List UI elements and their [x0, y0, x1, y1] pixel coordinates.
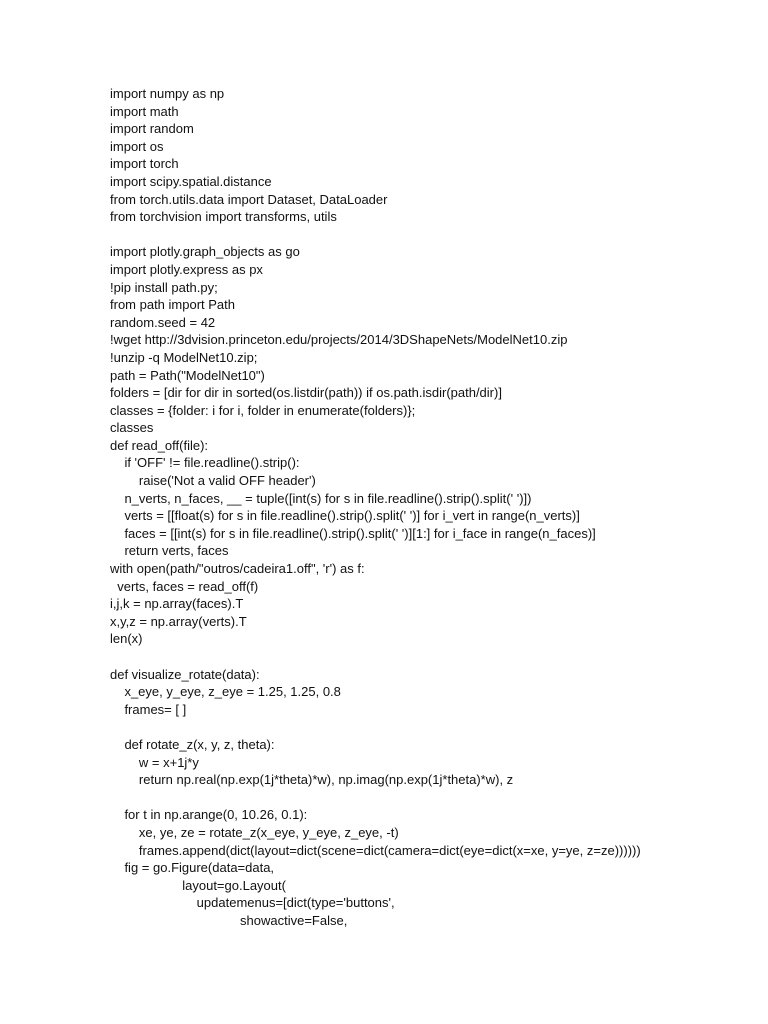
- code-line: from torch.utils.data import Dataset, DataLoader: [110, 191, 388, 207]
- code-line: import torch: [110, 156, 179, 172]
- code-line: verts = [[float(s) for s in file.readline().strip().split(' ')] for i_vert in range(n_verts)]: [110, 508, 580, 524]
- code-line: len(x): [110, 631, 143, 647]
- code-line: import scipy.spatial.distance: [110, 173, 272, 189]
- code-line: import numpy as np: [110, 86, 225, 101]
- code-line: w = x+1j*y: [110, 754, 199, 770]
- code-line: x,y,z = np.array(verts).T: [110, 613, 247, 629]
- code-line: frames.append(dict(layout=dict(scene=dict(camera=dict(eye=dict(x=xe, y=ye, z=ze)))))): [110, 842, 641, 858]
- code-line: classes: [110, 420, 154, 436]
- code-line: import plotly.express as px: [110, 261, 263, 277]
- code-line: xe, ye, ze = rotate_z(x_eye, y_eye, z_eye, -t): [110, 824, 399, 840]
- code-line: !wget http://3dvision.princeton.edu/projects/2014/3DShapeNets/ModelNet10.zip: [110, 332, 568, 348]
- code-line: !unzip -q ModelNet10.zip;: [110, 349, 258, 365]
- code-line: for t in np.arange(0, 10.26, 0.1):: [110, 807, 308, 823]
- code-line: [110, 789, 750, 807]
- code-line: def rotate_z(x, y, z, theta):: [110, 736, 275, 752]
- code-line: n_verts, n_faces, __ = tuple([int(s) for s in file.readline().strip().split(' ')]): [110, 490, 532, 506]
- code-line: from torchvision import transforms, utils: [110, 209, 337, 225]
- code-line: with open(path/"outros/cadeira1.off", 'r') as f:: [110, 561, 365, 577]
- code-line: if 'OFF' != file.readline().strip():: [110, 455, 300, 471]
- code-line: fig = go.Figure(data=data,: [110, 860, 275, 876]
- code-line: frames= [ ]: [110, 701, 187, 717]
- code-line: verts, faces = read_off(f): [110, 578, 259, 594]
- code-line: raise('Not a valid OFF header'): [110, 473, 316, 489]
- code-line: random.seed = 42: [110, 314, 216, 330]
- code-line: classes = {folder: i for i, folder in enumerate(folders)};: [110, 402, 416, 418]
- code-line: import os: [110, 138, 164, 154]
- code-line: i,j,k = np.array(faces).T: [110, 596, 244, 612]
- code-line: !pip install path.py;: [110, 279, 218, 295]
- code-line: def read_off(file):: [110, 437, 209, 453]
- code-line: path = Path("ModelNet10"): [110, 367, 265, 383]
- code-line: updatemenus=[dict(type='buttons',: [110, 895, 395, 911]
- code-line: import math: [110, 103, 179, 119]
- code-line: layout=go.Layout(: [110, 877, 286, 893]
- code-line: return verts, faces: [110, 543, 229, 559]
- code-line: return np.real(np.exp(1j*theta)*w), np.imag(np.exp(1j*theta)*w), z: [110, 772, 514, 788]
- code-line: [110, 718, 750, 736]
- code-line: import plotly.graph_objects as go: [110, 244, 300, 260]
- code-line: folders = [dir for dir in sorted(os.listdir(path)) if os.path.isdir(path/dir)]: [110, 385, 502, 401]
- code-line: [110, 648, 750, 666]
- code-line: showactive=False,: [110, 912, 348, 928]
- code-line: def visualize_rotate(data):: [110, 666, 260, 682]
- code-line: x_eye, y_eye, z_eye = 1.25, 1.25, 0.8: [110, 684, 341, 700]
- code-line: from path import Path: [110, 297, 235, 313]
- code-line: [110, 226, 750, 244]
- code-line: faces = [[int(s) for s in file.readline().strip().split(' ')][1:] for i_face in range(n_faces)]: [110, 525, 596, 541]
- code-line: import random: [110, 121, 194, 137]
- code-listing: [110, 85, 750, 930]
